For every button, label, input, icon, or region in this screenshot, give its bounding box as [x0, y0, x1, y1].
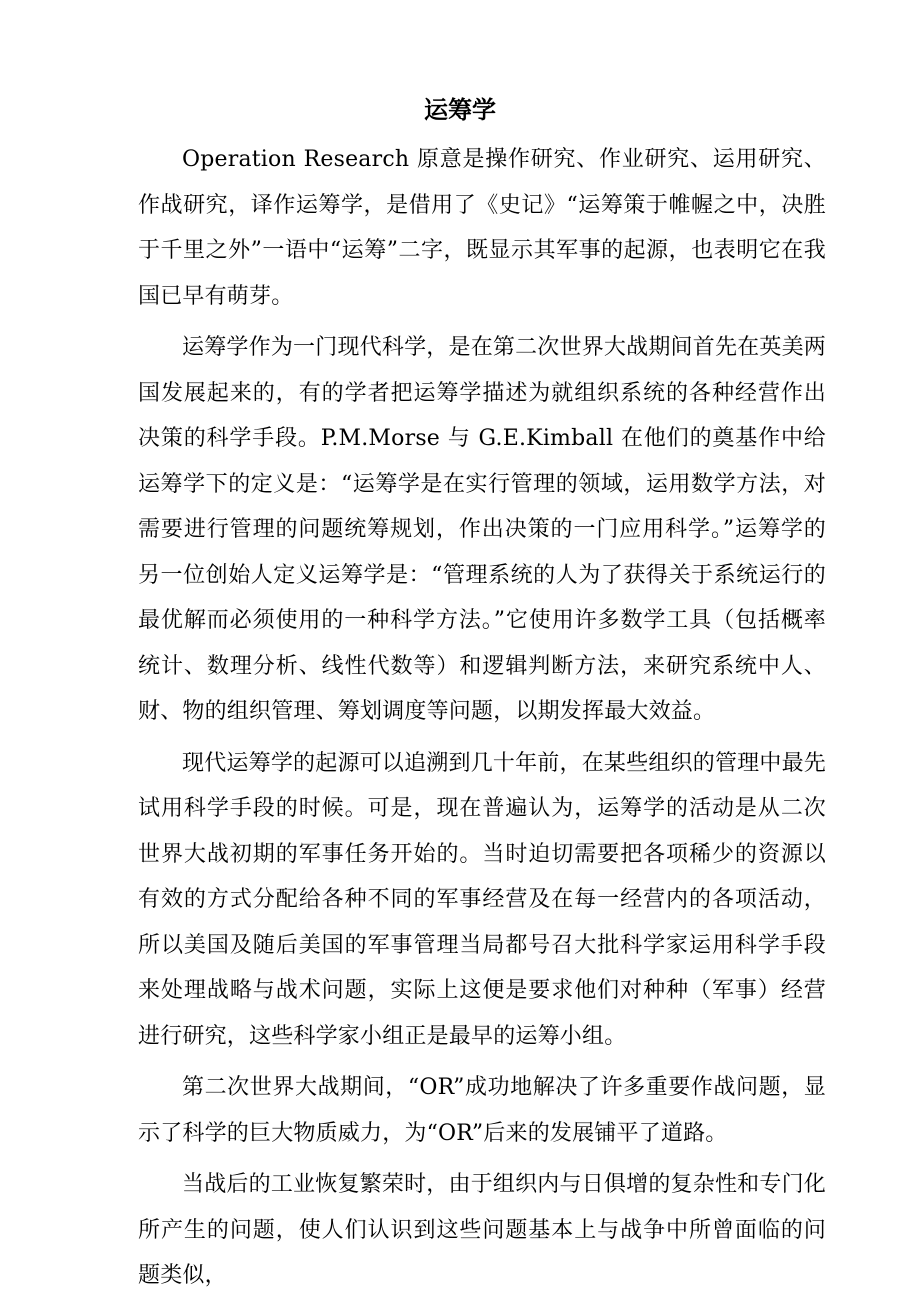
paragraph-origin: Operation Research 原意是操作研究、作业研究、运用研究、作战研究，译作运筹学，是借用了《史记》“运筹策于帷幄之中，决胜于千里之外”一语中“运筹”二字，既显示其军事的起源，也表明它在我国已早有萌芽。 — [138, 147, 826, 309]
paragraph-wwii: 第二次世界大战期间，“OR”成功地解决了许多重要作战问题，显示了科学的巨大物质威力，为“OR”后来的发展铺平了道路。 — [138, 1075, 826, 1146]
paragraph-definition: 运筹学作为一门现代科学，是在第二次世界大战期间首先在英美两国发展起来的，有的学者把运筹学描述为就组织系统的各种经营作出决策的科学手段。P.M.Morse 与 G.E.Kimball 在他们的奠基作中给运筹学下的定义是：“运筹学是在实行管理的领域，运用数学方法，对需要进行管理的问题统筹规划，作出决策的一门应用科学。”运筹学的另一位创始人定义运筹学是：“管理系统的人为了获得关于系统运行的最优解而必须使用的一种科学方法。”它使用许多数学工具（包括概率统计、数理分析、线性代数等）和逻辑判断方法，来研究系统中人、财、物的组织管理、筹划调度等问题，以期发挥最大效益。 — [138, 335, 826, 724]
paragraph-history: 现代运筹学的起源可以追溯到几十年前，在某些组织的管理中最先试用科学手段的时候。可是，现在普遍认为，运筹学的活动是从二次世界大战初期的军事任务开始的。当时迫切需要把各项稀少的资源以有效的方式分配给各种不同的军事经营及在每一经营内的各项活动，所以美国及随后美国的军事管理当局都号召大批科学家运用科学手段来处理战略与战术问题，实际上这便是要求他们对种种（军事）经营进行研究，这些科学家小组正是最早的运筹小组。 — [138, 750, 826, 1049]
page-title: 运筹学 — [424, 96, 496, 124]
document-body — [138, 137, 826, 1305]
paragraph-postwar: 当战后的工业恢复繁荣时，由于组织内与日俱增的复杂性和专门化所产生的问题，使人们认识到这些问题基本上与战争中所曾面临的问题类似， — [138, 1172, 826, 1288]
